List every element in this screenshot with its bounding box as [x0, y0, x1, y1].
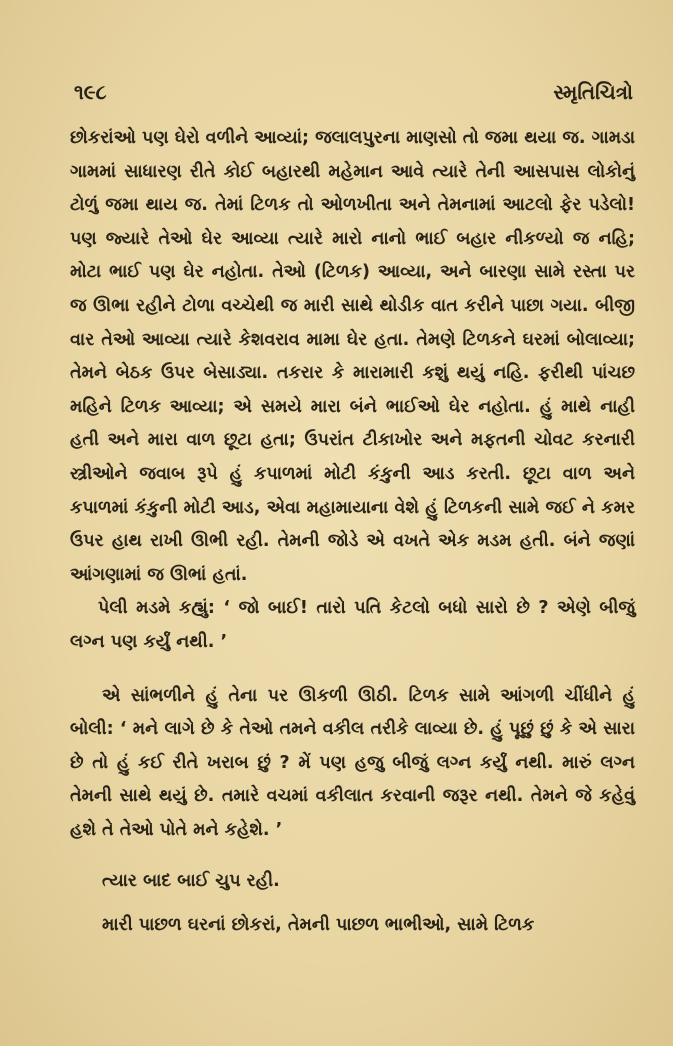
page-number: ૧૯૮ [74, 80, 107, 104]
running-title: સ્મૃતિચિત્રો [553, 80, 633, 104]
body-text [70, 122, 635, 943]
paragraph: પેલી મડમે કહ્યું: ‘ જો બાઈ! તારો પતિ કેટલો બધો સારો છે ? એણે બીજું લગ્ન પણ કર્યું નથી. ’ [70, 598, 635, 652]
paragraph: મારી પાછળ ઘરનાં છોકરાં, તેમની પાછળ ભાભીઓ, સામે ટિળક [102, 915, 535, 936]
page-header [74, 80, 633, 114]
paragraph: ત્યાર બાદ બાઈ ચુપ રહી. [102, 871, 280, 892]
paragraph: એ સાંભળીને હું તેના પર ઊકળી ઊઠી. ટિળક સામે આંગળી ચીંધીને હું બોલી: ‘ મને લાગે છે કે તેઓ તમને વકીલ તરીકે લાવ્યા છે. હું પૂછું છું કે એ સારા છે તો હું કઈ રીતે ખરાબ છું ? મેં પણ હજુ બીજું લગ્ન કર્યું નથી. મારું લગ્ન તેમની સાથે થયું છે. તમારે વચમાં વકીલાત કરવાની જરૂર નથી. તેમને જે કહેવું હશે તે તેઓ પોતે મને કહેશે. ’ [70, 685, 635, 840]
paragraph: છોકરાંઓ પણ ઘેરો વળીને આવ્યાં; જલાલપુરના માણસો તો જમા થયા જ. ગામડા ગામમાં સાધારણ રીતે કોઈ બહારથી મહેમાન આવે ત્યારે તેની આસપાસ લોકોનું ટોળું જમા થાય જ. તેમાં ટિળક તો ઓળખીતા અને તેમનામાં આટલો ફેર પડેલો! પણ જ્યારે તેઓ ઘેર આવ્યા ત્યારે મારો નાનો ભાઈ બહાર નીકળ્યો જ નહિ; મોટા ભાઈ પણ ઘેર નહોતા. તેઓ (ટિળક) આવ્યા, અને બારણા સામે રસ્તા પર જ ઊભા રહીને ટોળા વચ્ચેથી જ મારી સાથે થોડીક વાત કરીને પાછા ગયા. બીજી વાર તેઓ આવ્યા ત્યારે કેશવરાવ મામા ઘેર હતા. તેમણે ટિળકને ઘરમાં બોલાવ્યા; તેમને બેઠક ઉપર બેસાડ્યા. તકરાર કે મારામારી કશું થયું નહિ. ફરીથી પાંચછ મહિને ટિળક આવ્યા; એ સમયે મારા બંને ભાઈઓ ઘેર નહોતા. હું માથે નાહી હતી અને મારા વાળ છૂટા હતા; ઉપરાંત ટીકાખોર અને મફતની ચોવટ કરનારી સ્ત્રીઓને જવાબ રૂપે હું કપાળમાં મોટી કંકુની આડ કરતી. છૂટા વાળ અને કપાળમાં કંકુની મોટી આડ, એવા મહામાયાના વેશે હું ટિળકની સામે જઈ ને કમર ઉપર હાથ રાખી ઊભી રહી. તેમની જોડે એ વખતે એક મડમ હતી. બંને જણાં આંગણામાં જ ઊભાં હતાં. [70, 128, 635, 585]
